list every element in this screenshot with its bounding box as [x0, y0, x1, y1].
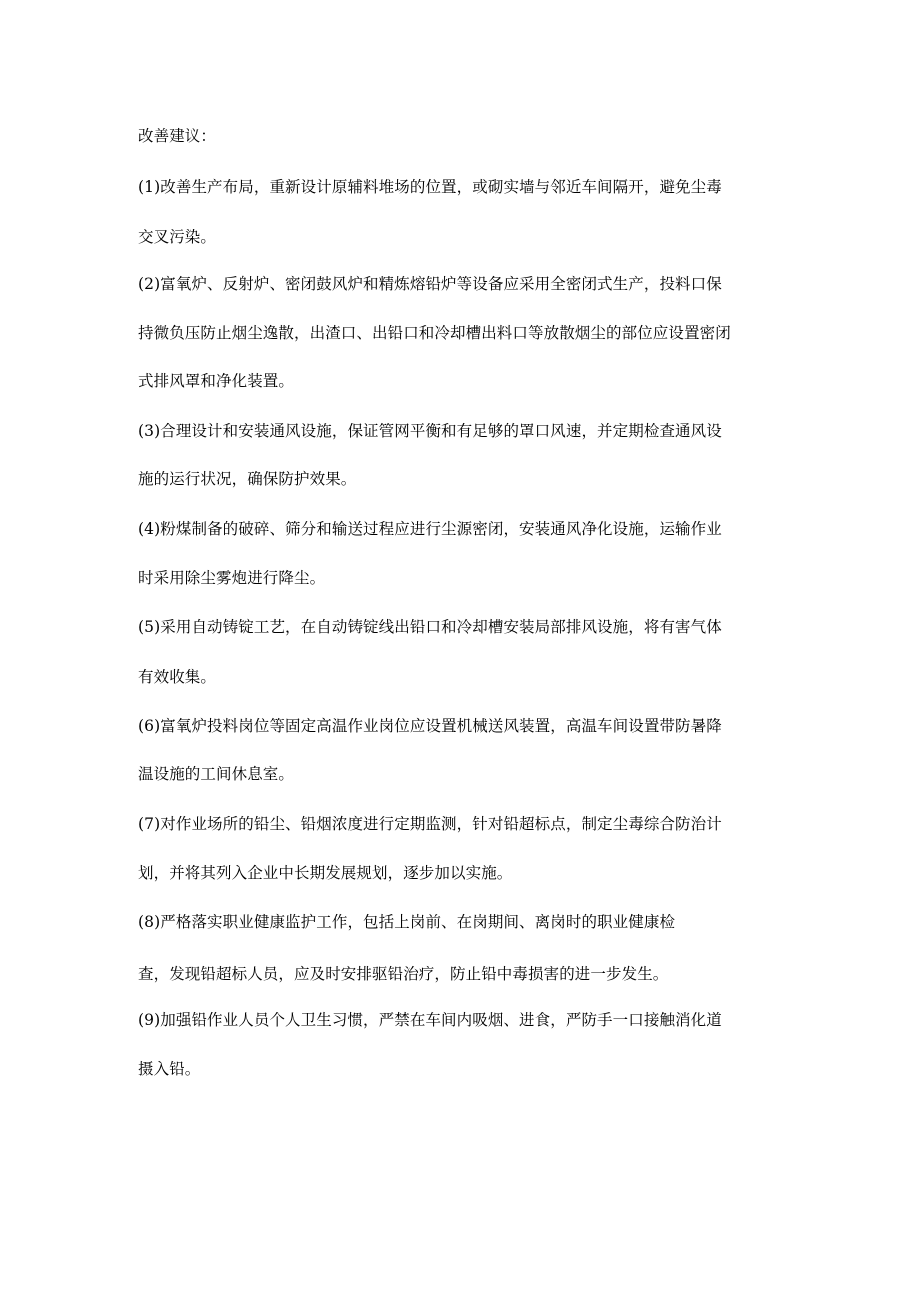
document-heading: 改善建议： [138, 127, 217, 145]
item-4-line-2: 时采用除尘雾炮进行降尘。 [138, 569, 326, 587]
item-4-line-1: (4)粉煤制备的破碎、筛分和输送过程应进行尘源密闭，安装通风净化设施，运输作业 [138, 520, 722, 538]
item-3-line-1: (3)合理设计和安装通风设施，保证管网平衡和有足够的罩口风速，并定期检查通风设 [138, 422, 722, 440]
item-1-line-1: (1)改善生产布局，重新设计原辅料堆场的位置，或砌实墙与邻近车间隔开，避免尘毒 [138, 178, 722, 196]
item-8-line-2: 查，发现铅超标人员，应及时安排驱铅治疗，防止铅中毒损害的进一步发生。 [138, 965, 669, 983]
item-7-line-1: (7)对作业场所的铅尘、铅烟浓度进行定期监测，针对铅超标点，制定尘毒综合防治计 [138, 815, 722, 833]
item-8-line-1: (8)严格落实职业健康监护工作，包括上岗前、在岗期间、离岗时的职业健康检 [138, 913, 676, 931]
item-5-line-1: (5)采用自动铸锭工艺，在自动铸锭线出铅口和冷却槽安装局部排风设施，将有害气体 [138, 618, 722, 636]
item-6-line-2: 温设施的工间休息室。 [138, 765, 295, 783]
item-5-line-2: 有效收集。 [138, 668, 217, 686]
item-2-line-2: 持微负压防止烟尘逸散，出渣口、出铅口和冷却槽出料口等放散烟尘的部位应设置密闭 [138, 324, 731, 342]
item-2-line-1: (2)富氧炉、反射炉、密闭鼓风炉和精炼熔铅炉等设备应采用全密闭式生产，投料口保 [138, 275, 722, 293]
item-1-line-2: 交叉污染。 [138, 228, 217, 246]
item-3-line-2: 施的运行状况，确保防护效果。 [138, 470, 357, 488]
item-9-line-2: 摄入铅。 [138, 1060, 201, 1078]
item-2-line-3: 式排风罩和净化装置。 [138, 372, 295, 390]
item-6-line-1: (6)富氧炉投料岗位等固定高温作业岗位应设置机械送风装置，高温车间设置带防暑降 [138, 717, 722, 735]
item-9-line-1: (9)加强铅作业人员个人卫生习惯，严禁在车间内吸烟、进食，严防手一口接触消化道 [138, 1011, 722, 1029]
item-7-line-2: 划，并将其列入企业中长期发展规划，逐步加以实施。 [138, 864, 513, 882]
